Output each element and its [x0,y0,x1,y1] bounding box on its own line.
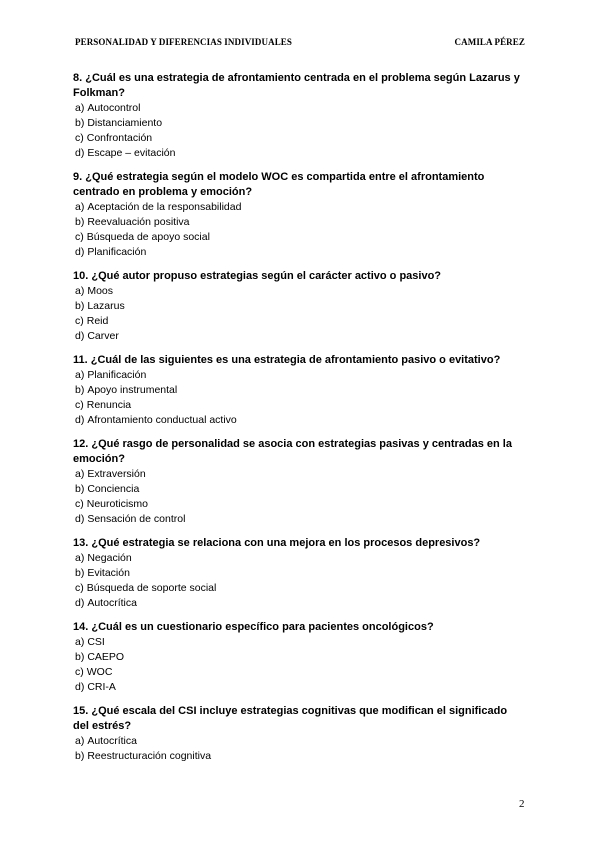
option-text: Renuncia [86,399,132,411]
option-text: Reevaluación positiva [87,216,190,228]
question-title: 14. ¿Cuál es un cuestionario específico para pacientes oncológicos? [73,621,434,633]
option-letter: b) [75,300,85,312]
option-letter: c) [75,498,84,510]
option-text: Aceptación de la responsabilidad [87,201,242,213]
option-letter: a) [75,552,85,564]
option-list [73,368,525,428]
option-item [73,413,525,428]
question-title: 11. ¿Cuál de las siguientes es una estrategia de afrontamiento pasivo o evitativo? [73,354,501,366]
option-item [73,581,525,596]
question-title: 15. ¿Qué escala del CSI incluye estrategias cognitivas que modifican el significado del estrés? [73,705,508,732]
option-item [73,146,525,161]
option-letter: d) [75,330,85,342]
option-text: Conciencia [87,483,140,495]
option-text: Planificación [87,246,147,258]
option-text: Sensación de control [87,513,186,525]
option-text: Extraversión [87,468,146,480]
question-title: 13. ¿Qué estrategia se relaciona con una mejora en los procesos depresivos? [73,537,481,549]
option-text: CRI-A [87,681,116,693]
option-letter: b) [75,750,85,762]
question-11 [73,353,525,428]
option-item [73,101,525,116]
option-list [73,635,525,695]
option-letter: a) [75,102,85,114]
option-item [73,383,525,398]
option-list [73,284,525,344]
option-text: Evitación [87,567,130,579]
option-text: Distanciamiento [87,117,163,129]
option-letter: b) [75,216,85,228]
question-14 [73,620,525,695]
option-text: Apoyo instrumental [87,384,178,396]
question-9 [73,170,525,260]
option-item [73,284,525,299]
option-list [73,101,525,161]
option-item [73,467,525,482]
option-item [73,680,525,695]
question-title: 10. ¿Qué autor propuso estrategias según el carácter activo o pasivo? [73,270,442,282]
option-text: Neuroticismo [86,498,149,510]
option-text: Escape – evitación [87,147,176,159]
option-text: Reestructuración cognitiva [87,750,212,762]
option-letter: b) [75,117,85,129]
option-letter: c) [75,132,84,144]
option-item [73,230,525,245]
option-item [73,551,525,566]
option-text: Autocrítica [87,597,137,609]
option-letter: c) [75,315,84,327]
option-list [73,734,525,764]
question-list [73,71,525,773]
option-item [73,200,525,215]
option-text: Búsqueda de apoyo social [86,231,210,243]
option-letter: b) [75,567,85,579]
option-text: Planificación [87,369,147,381]
question-15 [73,704,525,764]
option-text: CAEPO [87,651,125,663]
question-8 [73,71,525,161]
question-12 [73,437,525,527]
page-header [75,37,525,49]
option-letter: b) [75,384,85,396]
page-number: 2 [519,798,525,810]
question-title: 12. ¿Qué rasgo de personalidad se asocia con estrategias pasivas y centradas en la emoción? [73,438,512,465]
option-letter: a) [75,735,85,747]
option-item [73,749,525,764]
option-letter: d) [75,681,85,693]
option-item [73,650,525,665]
option-letter: b) [75,651,85,663]
option-letter: a) [75,201,85,213]
option-text: Afrontamiento conductual activo [87,414,237,426]
option-item [73,329,525,344]
option-text: Búsqueda de soporte social [86,582,217,594]
option-item [73,566,525,581]
option-text: Negación [87,552,132,564]
option-item [73,512,525,527]
header-course-title: PERSONALIDAD Y DIFERENCIAS INDIVIDUALES [75,37,293,47]
option-text: Carver [87,330,119,342]
option-item [73,398,525,413]
option-letter: c) [75,666,84,678]
option-letter: c) [75,231,84,243]
option-item [73,482,525,497]
question-10 [73,269,525,344]
question-title: 8. ¿Cuál es una estrategia de afrontamiento centrada en el problema según Lazarus y Folkman? [73,72,520,99]
option-letter: c) [75,582,84,594]
question-title: 9. ¿Qué estrategia según el modelo WOC es compartida entre el afrontamiento centrado en problema y emoción? [73,171,485,198]
option-letter: d) [75,147,85,159]
option-item [73,116,525,131]
option-item [73,215,525,230]
option-item [73,734,525,749]
option-text: Confrontación [86,132,153,144]
option-letter: b) [75,483,85,495]
option-text: Lazarus [87,300,125,312]
option-text: Autocrítica [87,735,137,747]
question-13 [73,536,525,611]
option-letter: d) [75,246,85,258]
option-item [73,314,525,329]
option-item [73,299,525,314]
option-item [73,497,525,512]
option-letter: d) [75,414,85,426]
option-item [73,635,525,650]
option-item [73,368,525,383]
option-text: Autocontrol [87,102,141,114]
option-letter: a) [75,636,85,648]
option-text: Reid [86,315,109,327]
option-letter: d) [75,513,85,525]
option-item [73,245,525,260]
option-item [73,596,525,611]
option-item [73,131,525,146]
option-letter: a) [75,369,85,381]
option-text: CSI [87,636,105,648]
option-letter: d) [75,597,85,609]
header-author-name: CAMILA PÉREZ [454,37,525,47]
option-letter: a) [75,285,85,297]
option-list [73,551,525,611]
option-letter: a) [75,468,85,480]
option-list [73,467,525,527]
option-item [73,665,525,680]
option-text: WOC [86,666,113,678]
option-text: Moos [87,285,114,297]
option-letter: c) [75,399,84,411]
option-list [73,200,525,260]
